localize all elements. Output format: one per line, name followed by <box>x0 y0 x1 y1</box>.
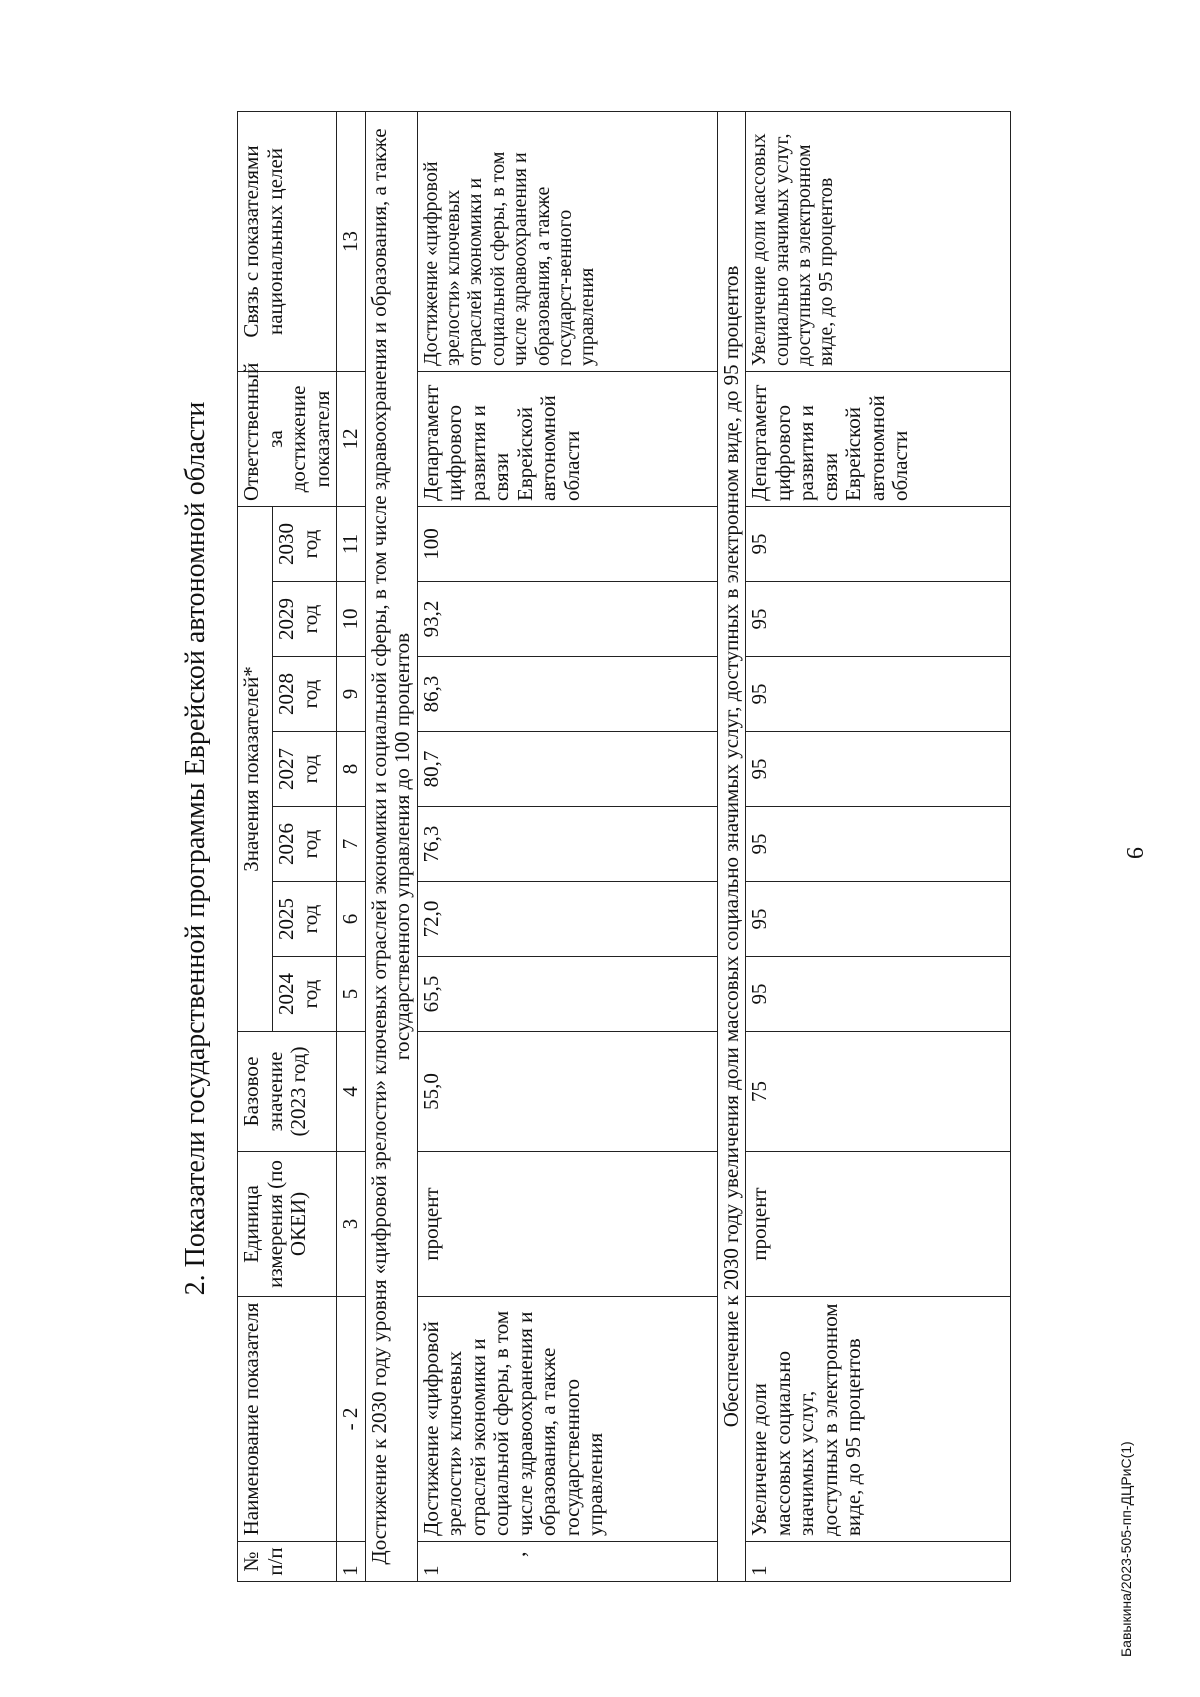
header-year-2028: 2028 год <box>273 657 337 732</box>
header-year-2026: 2026 год <box>273 807 337 882</box>
value-2029: 95 <box>746 582 1011 657</box>
value-2030: 95 <box>746 507 1011 582</box>
responsible: Департамент цифрового развития и связи Еврейской автономной области <box>417 372 717 507</box>
column-number: 13 <box>337 112 366 372</box>
goal-row-2 <box>717 112 746 1582</box>
row-num: 1 <box>417 1542 717 1582</box>
value-2026: 95 <box>746 807 1011 882</box>
table-row <box>417 112 717 1582</box>
indicator-base: 75 <box>746 1032 1011 1152</box>
value-2026: 76,3 <box>417 807 717 882</box>
row-num: 1 <box>746 1542 1011 1582</box>
header-link: Связь с показателями национальных целей <box>238 112 337 372</box>
header-year-2025: 2025 год <box>273 882 337 957</box>
page-title: 2. Показатели государственной программы Еврейской автономной области <box>180 401 211 1296</box>
responsible: Департамент цифрового развития и связи Еврейской автономной области <box>746 372 1011 507</box>
value-2028: 86,3 <box>417 657 717 732</box>
stray-mark: , <box>505 1551 530 1557</box>
goal-text: Обеспечение к 2030 году увеличения доли массовых социально значимых услуг, доступных в электронном виде, до 95 процентов <box>717 112 746 1582</box>
column-number: 12 <box>337 372 366 507</box>
column-number: 7 <box>337 807 366 882</box>
indicator-name: Достижение «цифровой зрелости» ключевых отраслей экономики и социальной сферы, в том числе здравоохранения и образования, а также государственного управления <box>417 1297 717 1542</box>
value-2024: 65,5 <box>417 957 717 1032</box>
value-2027: 80,7 <box>417 732 717 807</box>
indicator-base: 55,0 <box>417 1032 717 1152</box>
value-2024: 95 <box>746 957 1011 1032</box>
value-2028: 95 <box>746 657 1011 732</box>
indicators-table <box>237 111 1011 1582</box>
column-number: 3 <box>337 1152 366 1297</box>
column-number: 9 <box>337 657 366 732</box>
header-year-2029: 2029 год <box>273 582 337 657</box>
value-2025: 72,0 <box>417 882 717 957</box>
header-unit: Единица измерения (по ОКЕИ) <box>238 1152 337 1297</box>
column-number: 1 <box>337 1542 366 1582</box>
indicator-unit: процент <box>746 1152 1011 1297</box>
column-number: 5 <box>337 957 366 1032</box>
header-num: № п/п <box>238 1542 337 1582</box>
header-year-2024: 2024 год <box>273 957 337 1032</box>
national-goal-link: Достижение «цифровой зрелости» ключевых отраслей экономики и социальной сферы, в том числе здравоохранения и образования, а также государст-венного управления <box>417 112 717 372</box>
header-year-2027: 2027 год <box>273 732 337 807</box>
header-year-2030: 2030 год <box>273 507 337 582</box>
value-2029: 93,2 <box>417 582 717 657</box>
value-2027: 95 <box>746 732 1011 807</box>
column-number: 4 <box>337 1032 366 1152</box>
header-values-group: Значения показателей* <box>238 507 273 1032</box>
column-number: - 2 <box>337 1297 366 1542</box>
column-number-row <box>337 112 366 1582</box>
header-responsible: Ответственный за достижение показателя <box>238 372 337 507</box>
indicator-unit: процент <box>417 1152 717 1297</box>
goal-row-1 <box>365 112 417 1582</box>
indicator-name: Увеличение доли массовых социально значимых услуг, доступных в электронном виде, до 95 процентов <box>746 1297 1011 1542</box>
page-number: 9 <box>1121 847 1147 859</box>
value-2025: 95 <box>746 882 1011 957</box>
column-number: 8 <box>337 732 366 807</box>
column-number: 11 <box>337 507 366 582</box>
column-number: 10 <box>337 582 366 657</box>
header-row-1 <box>238 112 273 1582</box>
header-name: Наименование показателя <box>238 1297 337 1542</box>
header-base: Базовое значение (2023 год) <box>238 1032 337 1152</box>
value-2030: 100 <box>417 507 717 582</box>
table-row <box>746 112 1011 1582</box>
column-number: 6 <box>337 882 366 957</box>
goal-text: Достижение к 2030 году уровня «цифровой зрелости» ключевых отраслей экономики и социальной сферы, в том числе здравоохранения и образования, а также государственного управления до 100 процентов <box>365 112 417 1582</box>
national-goal-link: Увеличение доли массовых социально значимых услуг, доступных в электронном виде, до 95 процентов <box>746 112 1011 372</box>
document-code: Бавыкина/2023-505-пп-ДЦРиС(1) <box>1118 1441 1134 1657</box>
